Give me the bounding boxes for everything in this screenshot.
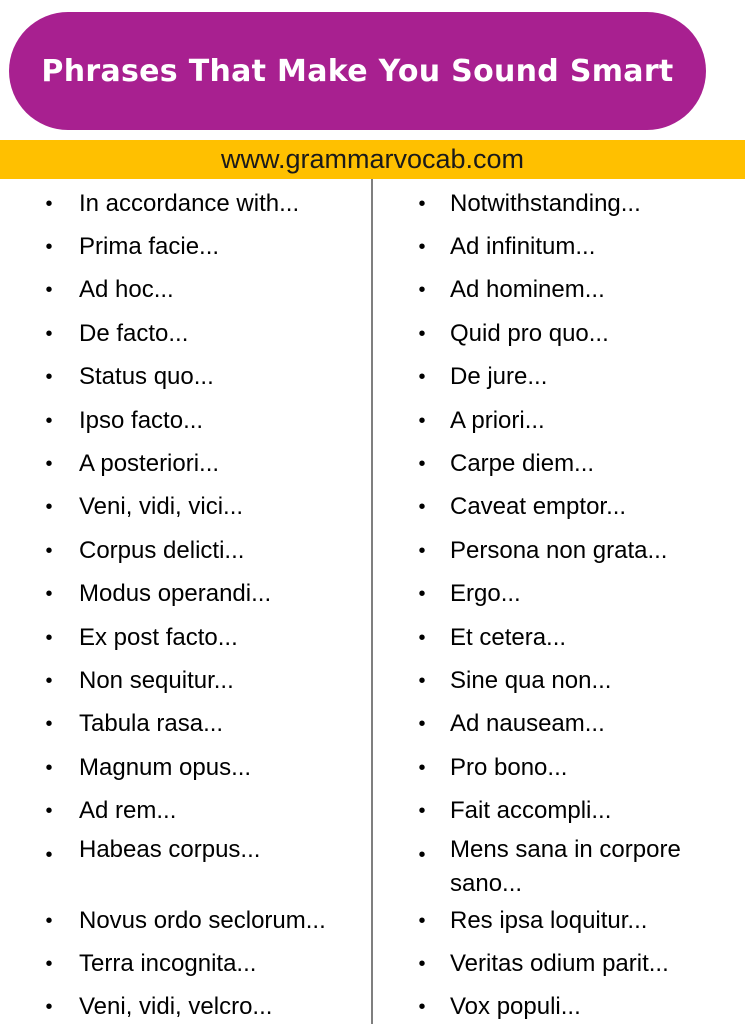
bullet-icon: • xyxy=(418,669,426,692)
bullet-icon: • xyxy=(418,996,426,1019)
bullet-icon: • xyxy=(45,713,53,736)
bullet-icon: • xyxy=(45,496,53,519)
list-item xyxy=(373,529,745,572)
list-item xyxy=(0,573,370,616)
phrase-label: Ad nauseam... xyxy=(450,710,605,738)
list-item xyxy=(0,182,370,225)
bullet-icon: • xyxy=(45,583,53,606)
phrase-label: Fait accompli... xyxy=(450,797,612,825)
bullet-icon: • xyxy=(418,192,426,215)
phrase-label: De jure... xyxy=(450,363,548,391)
list-item xyxy=(0,486,370,529)
list-item xyxy=(373,833,745,899)
list-item xyxy=(373,312,745,355)
phrase-label: Status quo... xyxy=(79,363,214,391)
phrase-label: Veritas odium parit... xyxy=(450,949,669,977)
list-item xyxy=(0,833,370,899)
list-item xyxy=(373,356,745,399)
list-item xyxy=(0,942,370,985)
list-item xyxy=(373,399,745,442)
bullet-icon: • xyxy=(418,952,426,975)
list-item xyxy=(0,225,370,268)
list-item xyxy=(0,746,370,789)
title-banner xyxy=(9,12,706,130)
bullet-icon: • xyxy=(45,539,53,562)
list-item xyxy=(373,616,745,659)
bullet-icon: • xyxy=(418,409,426,432)
list-item xyxy=(0,312,370,355)
phrase-label: Veni, vidi, velcro... xyxy=(79,993,273,1021)
website-url: www.grammarvocab.com xyxy=(220,144,525,174)
list-item xyxy=(0,399,370,442)
list-item xyxy=(0,529,370,572)
left-phrase-list xyxy=(0,182,370,1029)
list-item xyxy=(0,442,370,485)
phrase-label: Caveat emptor... xyxy=(450,493,627,521)
list-item xyxy=(0,356,370,399)
list-item xyxy=(373,225,745,268)
bullet-icon: • xyxy=(418,279,426,302)
phrase-label: Res ipsa loquitur... xyxy=(450,906,648,934)
list-item xyxy=(0,789,370,832)
list-item xyxy=(373,942,745,985)
bullet-icon: • xyxy=(45,409,53,432)
right-phrase-list xyxy=(373,182,745,1029)
list-item xyxy=(373,789,745,832)
bullet-icon: • xyxy=(418,496,426,519)
phrase-label: Ergo... xyxy=(450,580,521,608)
phrase-label: Non sequitur... xyxy=(79,666,234,694)
bullet-icon: • xyxy=(45,626,53,649)
phrase-label: Persona non grata... xyxy=(450,536,668,564)
bullet-icon: • xyxy=(45,236,53,259)
list-item xyxy=(373,899,745,942)
phrase-label: Terra incognita... xyxy=(79,949,257,977)
list-item xyxy=(373,573,745,616)
list-item xyxy=(373,986,745,1029)
url-bar xyxy=(0,140,745,179)
bullet-icon: • xyxy=(418,626,426,649)
bullet-icon: • xyxy=(45,669,53,692)
phrase-label: Veni, vidi, vici... xyxy=(79,493,244,521)
phrase-label: In accordance with... xyxy=(79,189,300,217)
phrase-label: Carpe diem... xyxy=(450,450,595,478)
phrase-label: Tabula rasa... xyxy=(79,710,224,738)
phrase-label: Habeas corpus... xyxy=(79,835,261,863)
phrase-label: Et cetera... xyxy=(450,623,567,651)
phrase-label: Ad hoc... xyxy=(79,276,174,304)
bullet-icon: • xyxy=(45,800,53,823)
phrase-label: Ex post facto... xyxy=(79,623,238,651)
phrase-label: Corpus delicti... xyxy=(79,536,245,564)
bullet-icon: • xyxy=(418,453,426,476)
bullet-icon: • xyxy=(418,322,426,345)
phrase-label: Sine qua non... xyxy=(450,666,612,694)
phrase-label: Quid pro quo... xyxy=(450,319,609,347)
bullet-icon: • xyxy=(418,539,426,562)
phrase-label: Ad infinitum... xyxy=(450,233,596,261)
list-item xyxy=(373,486,745,529)
phrase-label: Ad rem... xyxy=(79,797,177,825)
phrase-label: Notwithstanding... xyxy=(450,189,641,217)
phrase-label: A posteriori... xyxy=(79,450,220,478)
list-item xyxy=(373,703,745,746)
list-item xyxy=(0,703,370,746)
list-item xyxy=(0,616,370,659)
phrase-label: Modus operandi... xyxy=(79,580,272,608)
phrase-label: A priori... xyxy=(450,406,545,434)
bullet-icon: • xyxy=(418,236,426,259)
bullet-icon: • xyxy=(45,192,53,215)
bullet-icon: • xyxy=(418,800,426,823)
phrase-label: Ipso facto... xyxy=(79,406,204,434)
bullet-icon: • xyxy=(45,453,53,476)
bullet-icon: • xyxy=(45,322,53,345)
phrase-label: Ad hominem... xyxy=(450,276,605,304)
list-item xyxy=(0,659,370,702)
list-item xyxy=(373,746,745,789)
bullet-icon: • xyxy=(45,996,53,1019)
phrase-label: Vox populi... xyxy=(450,993,581,1021)
bullet-icon: • xyxy=(45,843,53,866)
bullet-icon: • xyxy=(418,366,426,389)
bullet-icon: • xyxy=(45,952,53,975)
list-item xyxy=(373,182,745,225)
bullet-icon: • xyxy=(45,279,53,302)
list-item xyxy=(373,659,745,702)
bullet-icon: • xyxy=(45,366,53,389)
list-item xyxy=(0,986,370,1029)
phrase-label: Prima facie... xyxy=(79,233,220,261)
bullet-icon: • xyxy=(45,756,53,779)
phrase-label: Pro bono... xyxy=(450,753,568,781)
phrase-label: De facto... xyxy=(79,319,189,347)
bullet-icon: • xyxy=(418,843,426,866)
bullet-icon: • xyxy=(418,756,426,779)
list-item xyxy=(0,269,370,312)
page-title: Phrases That Make You Sound Smart xyxy=(41,53,674,89)
phrase-label: Novus ordo seclorum... xyxy=(79,906,326,934)
bullet-icon: • xyxy=(418,909,426,932)
bullet-icon: • xyxy=(418,713,426,736)
list-item xyxy=(373,269,745,312)
bullet-icon: • xyxy=(45,909,53,932)
phrase-label: Magnum opus... xyxy=(79,753,252,781)
bullet-icon: • xyxy=(418,583,426,606)
list-item xyxy=(0,899,370,942)
list-item xyxy=(373,442,745,485)
phrase-label: Mens sana in corpore sano... xyxy=(450,835,681,897)
